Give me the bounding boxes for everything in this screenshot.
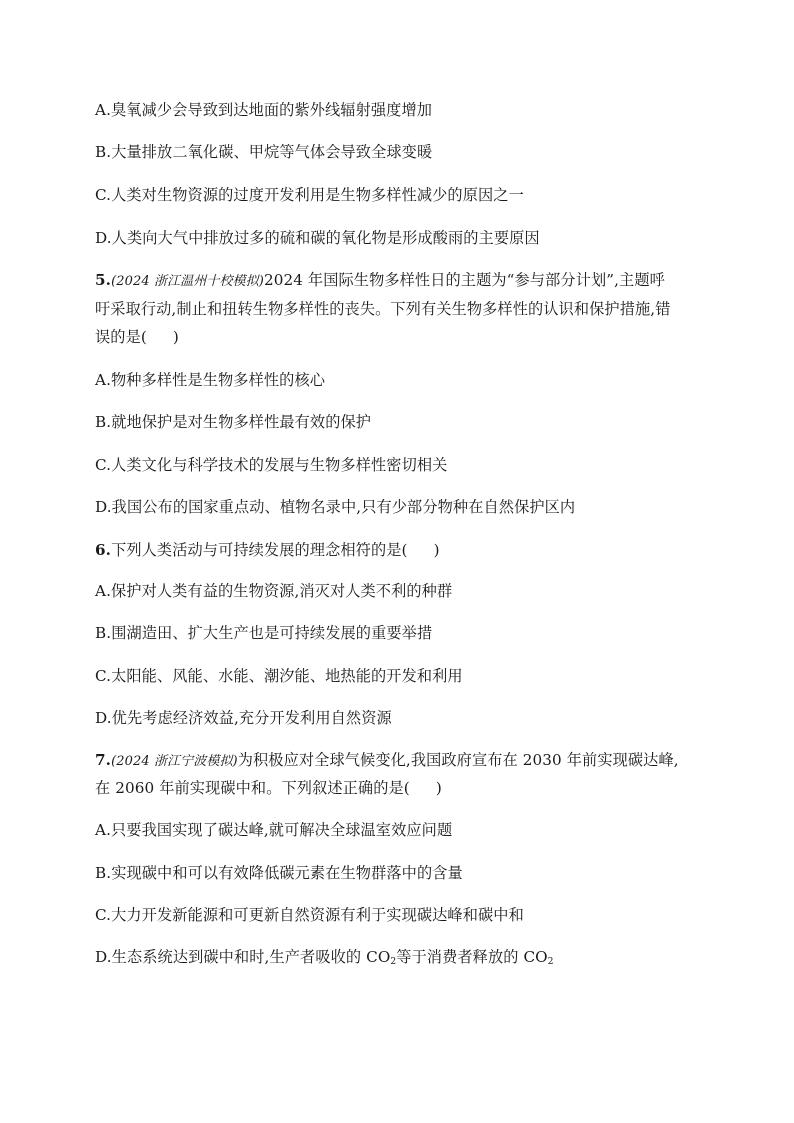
q5-number: 5. [95, 271, 112, 289]
q5-stem-text1: 2024 年国际生物多样性日的主题为“参与部分计划”,主题呼 [263, 271, 665, 289]
q7-stem-line2 [95, 777, 705, 799]
q6-option-a: A.保护对人类有益的生物资源,消灭对人类不利的种群 [95, 582, 453, 600]
q7-option-c: C.大力开发新能源和可更新自然资源有利于实现碳达峰和碳中和 [95, 906, 524, 924]
q6-stem-text: 下列人类活动与可持续发展的理念相符的是( [111, 541, 408, 559]
q5-stem-line2: 吁采取行动,制止和扭转生物多样性的丧失。下列有关生物多样性的认识和保护措施,错 [95, 300, 671, 318]
q7-option-d-sub1: 2 [390, 957, 397, 967]
q5-source: (2024 浙江温州十校模拟) [111, 274, 264, 289]
q7-stem-line1 [95, 749, 705, 773]
q7-option-d-text2: 等于消费者释放的 CO [396, 948, 548, 966]
q7-option-d [95, 946, 705, 973]
option-c: C.人类对生物资源的过度开发利用是生物多样性减少的原因之一 [95, 186, 524, 204]
q5-option-b: B.就地保护是对生物多样性最有效的保护 [95, 413, 372, 431]
q6-stem [95, 539, 705, 561]
q6-option-d: D.优先考虑经济效益,充分开发利用自然资源 [95, 709, 392, 727]
q5-stem-line3 [95, 326, 705, 348]
q5-option-c: C.人类文化与科学技术的发展与生物多样性密切相关 [95, 456, 448, 474]
q7-option-a: A.只要我国实现了碳达峰,就可解决全球温室效应问题 [95, 821, 453, 839]
q7-stem-text2: 在 2060 年前实现碳中和。下列叙述正确的是( [95, 779, 410, 797]
q6-option-c: C.太阳能、风能、水能、潮汐能、地热能的开发和利用 [95, 667, 463, 685]
q7-option-b: B.实现碳中和可以有效降低碳元素在生物群落中的含量 [95, 864, 463, 882]
q5-stem-line1 [95, 269, 705, 293]
q7-option-d-sub2: 2 [547, 957, 554, 967]
q7-number: 7. [95, 751, 112, 769]
q5-stem-text3: 误的是( [95, 328, 147, 346]
q7-stem-text1: 为积极应对全球气候变化,我国政府宣布在 2030 年前实现碳达峰, [237, 751, 679, 769]
q5-option-d: D.我国公布的国家重点动、植物名录中,只有少部分物种在自然保护区内 [95, 498, 576, 516]
q6-option-b: B.围湖造田、扩大生产也是可持续发展的重要举措 [95, 624, 433, 642]
q7-option-d-text1: D.生态系统达到碳中和时,生产者吸收的 CO [95, 948, 391, 966]
q6-stem-close: ) [433, 541, 440, 559]
q5-option-a: A.物种多样性是生物多样性的核心 [95, 371, 326, 389]
q7-source: (2024 浙江宁波模拟) [111, 754, 238, 769]
option-d: D.人类向大气中排放过多的硫和碳的氧化物是形成酸雨的主要原因 [95, 229, 540, 247]
option-b: B.大量排放二氧化碳、甲烷等气体会导致全球变暖 [95, 143, 433, 161]
q7-stem-close: ) [435, 779, 442, 797]
q6-number: 6. [95, 541, 112, 559]
q5-stem-close: ) [172, 328, 179, 346]
option-a: A.臭氧减少会导致到达地面的紫外线辐射强度增加 [95, 101, 433, 119]
